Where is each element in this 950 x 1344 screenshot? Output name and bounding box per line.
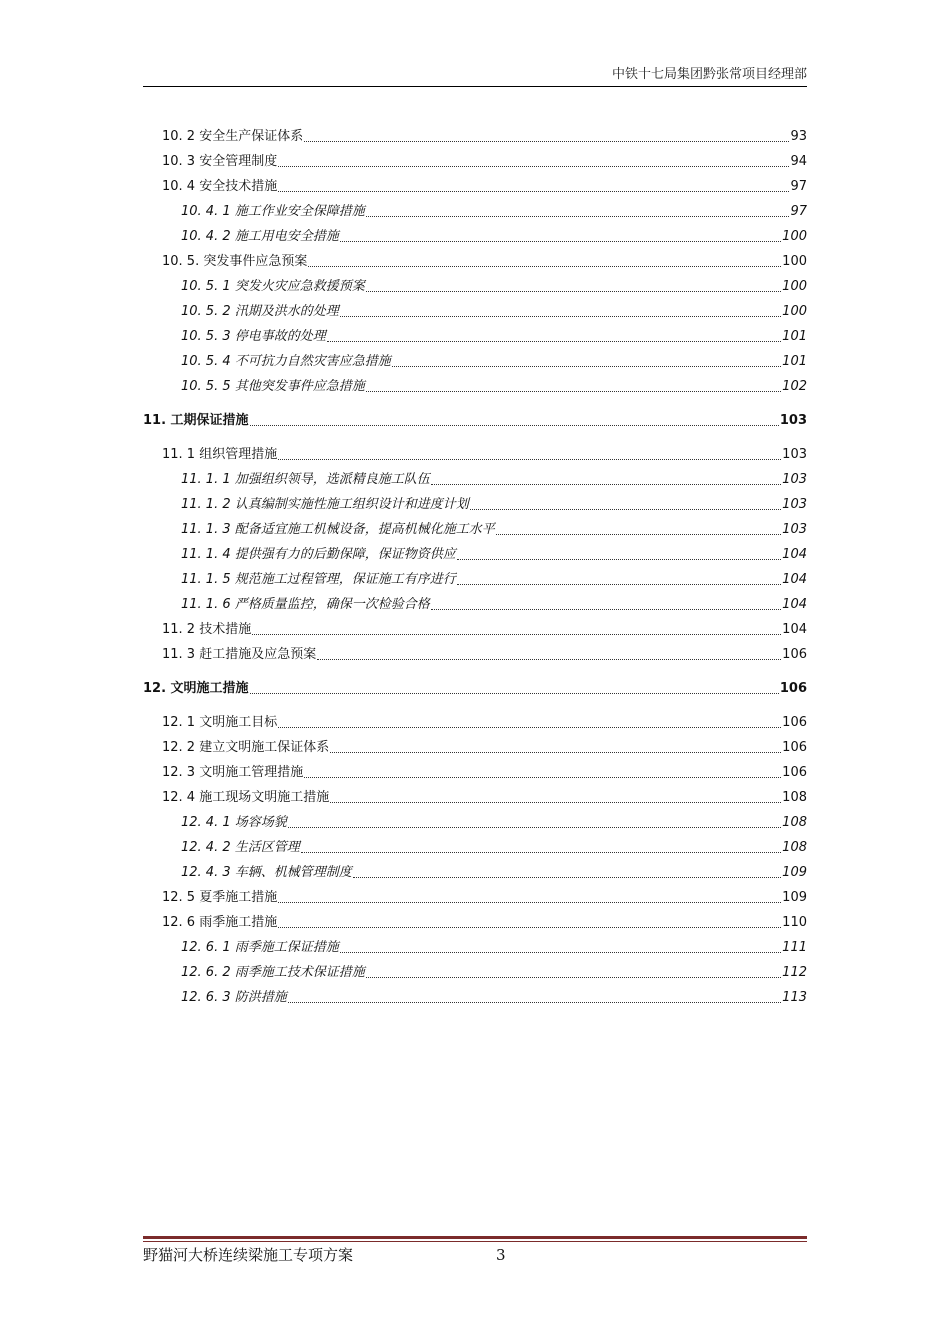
leader-dots [327, 341, 781, 342]
toc-entry-title: 10. 4 安全技术措施 [162, 179, 278, 194]
leader-dots [366, 291, 781, 292]
toc-entry-page: 108 [782, 815, 807, 830]
toc-entry-page: 103 [782, 447, 807, 462]
toc-entry-page: 113 [782, 990, 807, 1005]
toc-entry-title: 11. 1. 1 加强组织领导，选派精良施工队伍 [181, 472, 430, 487]
toc-entry[interactable] [162, 177, 807, 197]
toc-entry-page: 112 [782, 965, 807, 980]
toc-entry-title: 12. 4 施工现场文明施工措施 [162, 790, 330, 805]
toc-entry-page: 103 [782, 522, 807, 537]
leader-dots [470, 509, 781, 510]
header-text: 中铁十七局集团黔张常项目经理部 [611, 67, 807, 82]
toc-entry[interactable] [181, 863, 807, 883]
toc-entry-page: 100 [782, 229, 807, 244]
toc-entry-title: 12. 6. 3 防洪措施 [181, 990, 287, 1005]
toc-entry-page: 100 [782, 304, 807, 319]
leader-dots [392, 366, 781, 367]
leader-dots [496, 534, 781, 535]
toc-entry-page: 106 [782, 765, 807, 780]
toc-entry[interactable] [181, 277, 807, 297]
leader-dots [250, 425, 779, 426]
toc-entry[interactable] [181, 938, 807, 958]
leader-dots [457, 559, 781, 560]
footer-document-title: 野猫河大桥连续梁施工专项方案 [143, 1246, 354, 1264]
toc-entry[interactable] [181, 520, 807, 540]
toc-entry-title: 10. 3 安全管理制度 [162, 154, 278, 169]
toc-entry[interactable] [181, 813, 807, 833]
toc-entry-title: 12. 6. 2 雨季施工技术保证措施 [181, 965, 365, 980]
toc-entry-page: 104 [782, 597, 807, 612]
leader-dots [308, 266, 781, 267]
footer-page-number: 3 [496, 1246, 506, 1264]
leader-dots [431, 484, 781, 485]
toc-chapter[interactable] [143, 679, 807, 699]
toc-entry-page: 111 [782, 940, 807, 955]
toc-entry-page: 109 [782, 865, 807, 880]
toc-entry-title: 10. 5. 5 其他突发事件应急措施 [181, 379, 365, 394]
toc-entry[interactable] [181, 377, 807, 397]
toc-entry[interactable] [162, 152, 807, 172]
toc-entry-title: 11. 1. 2 认真编制实施性施工组织设计和进度计划 [181, 497, 469, 512]
toc-entry-page: 104 [782, 572, 807, 587]
toc-entry-page: 106 [782, 740, 807, 755]
leader-dots [330, 802, 781, 803]
toc-entry-page: 94 [790, 154, 807, 169]
toc-entry-title: 12. 6 雨季施工措施 [162, 915, 278, 930]
toc-entry[interactable] [181, 988, 807, 1008]
toc-entry-title: 11. 2 技术措施 [162, 622, 252, 637]
toc-entry-title: 10. 2 安全生产保证体系 [162, 129, 304, 144]
toc-entry-page: 100 [782, 254, 807, 269]
toc-entry[interactable] [162, 645, 807, 665]
toc-entry-title: 10. 5. 2 汛期及洪水的处理 [181, 304, 339, 319]
toc-entry-page: 97 [790, 179, 807, 194]
leader-dots [278, 459, 781, 460]
toc-entry[interactable] [181, 202, 807, 222]
toc-entry[interactable] [181, 595, 807, 615]
toc-entry-page: 110 [782, 915, 807, 930]
toc-entry[interactable] [181, 838, 807, 858]
toc-entry-title: 12. 4. 2 生活区管理 [181, 840, 300, 855]
toc-entry[interactable] [162, 738, 807, 758]
leader-dots [340, 241, 781, 242]
toc-entry-title: 10. 5. 4 不可抗力自然灾害应急措施 [181, 354, 391, 369]
toc-entry-title: 10. 5. 突发事件应急预案 [162, 254, 308, 269]
toc-entry-title: 12. 4. 1 场容场貌 [181, 815, 287, 830]
toc-entry-title: 11. 3 赶工措施及应急预案 [162, 647, 317, 662]
toc-entry-title: 10. 5. 3 停电事故的处理 [181, 329, 326, 344]
toc-entry[interactable] [162, 788, 807, 808]
toc-entry-title: 11. 1. 6 严格质量监控，确保一次检验合格 [181, 597, 430, 612]
leader-dots [366, 391, 781, 392]
toc-entry[interactable] [162, 620, 807, 640]
toc-entry-page: 104 [782, 622, 807, 637]
toc-entry-page: 103 [782, 472, 807, 487]
toc-entry-title: 10. 4. 1 施工作业安全保障措施 [181, 204, 365, 219]
toc-entry-page: 103 [779, 413, 807, 428]
toc-entry-title: 12. 6. 1 雨季施工保证措施 [181, 940, 339, 955]
toc-entry[interactable] [162, 127, 807, 147]
leader-dots [278, 927, 781, 928]
toc-entry-title: 12. 1 文明施工目标 [162, 715, 278, 730]
leader-dots [278, 166, 789, 167]
toc-entry[interactable] [162, 913, 807, 933]
toc-entry-page: 108 [782, 790, 807, 805]
leader-dots [431, 609, 781, 610]
toc-entry[interactable] [181, 470, 807, 490]
toc-entry-title: 11. 1 组织管理措施 [162, 447, 278, 462]
leader-dots [278, 727, 781, 728]
leader-dots [278, 191, 789, 192]
toc-entry-title: 11. 1. 5 规范施工过程管理，保证施工有序进行 [181, 572, 456, 587]
leader-dots [340, 316, 781, 317]
toc-entry[interactable] [181, 327, 807, 347]
toc-entry-page: 97 [790, 204, 807, 219]
toc-entry-page: 93 [790, 129, 807, 144]
leader-dots [330, 752, 781, 753]
toc-entry[interactable] [162, 252, 807, 272]
toc-entry[interactable] [181, 352, 807, 372]
toc-entry[interactable] [181, 227, 807, 247]
leader-dots [366, 977, 781, 978]
toc-entry-title: 12. 文明施工措施 [143, 681, 249, 696]
footer-rule-thick [143, 1236, 807, 1239]
toc-entry-page: 103 [782, 497, 807, 512]
toc-entry[interactable] [162, 763, 807, 783]
toc-entry-page: 101 [782, 329, 807, 344]
toc-entry-title: 11. 工期保证措施 [143, 413, 249, 428]
toc-entry-title: 12. 5 夏季施工措施 [162, 890, 278, 905]
leader-dots [288, 827, 781, 828]
leader-dots [252, 634, 781, 635]
toc-entry-title: 12. 2 建立文明施工保证体系 [162, 740, 330, 755]
toc-entry-title: 12. 3 文明施工管理措施 [162, 765, 304, 780]
toc-entry-page: 108 [782, 840, 807, 855]
leader-dots [304, 777, 781, 778]
toc-entry-page: 101 [782, 354, 807, 369]
toc-entry-page: 102 [782, 379, 807, 394]
toc-chapter[interactable] [143, 411, 807, 431]
toc-entry[interactable] [162, 888, 807, 908]
toc-entry-title: 10. 4. 2 施工用电安全措施 [181, 229, 339, 244]
toc-entry-page: 104 [782, 547, 807, 562]
toc-entry-title: 12. 4. 3 车辆、机械管理制度 [181, 865, 352, 880]
leader-dots [288, 1002, 781, 1003]
leader-dots [366, 216, 790, 217]
toc-entry-page: 109 [782, 890, 807, 905]
toc-entry-page: 106 [779, 681, 807, 696]
leader-dots [317, 659, 781, 660]
toc-entry-page: 106 [782, 647, 807, 662]
leader-dots [457, 584, 781, 585]
footer-rule-thin [143, 1241, 807, 1242]
toc-entry-page: 100 [782, 279, 807, 294]
leader-dots [353, 877, 781, 878]
toc-entry-title: 11. 1. 3 配备适宜施工机械设备，提高机械化施工水平 [181, 522, 495, 537]
toc-entry[interactable] [181, 302, 807, 322]
toc-entry[interactable] [181, 495, 807, 515]
toc-entry[interactable] [181, 545, 807, 565]
leader-dots [250, 693, 779, 694]
leader-dots [278, 902, 781, 903]
leader-dots [301, 852, 781, 853]
toc-entry[interactable] [162, 713, 807, 733]
leader-dots [304, 141, 789, 142]
leader-dots [340, 952, 781, 953]
toc-entry-title: 10. 5. 1 突发火灾应急救援预案 [181, 279, 365, 294]
toc-entry-page: 106 [782, 715, 807, 730]
toc-entry[interactable] [162, 445, 807, 465]
toc-entry[interactable] [181, 963, 807, 983]
toc-entry[interactable] [181, 570, 807, 590]
toc-entry-title: 11. 1. 4 提供强有力的后勤保障，保证物资供应 [181, 547, 456, 562]
